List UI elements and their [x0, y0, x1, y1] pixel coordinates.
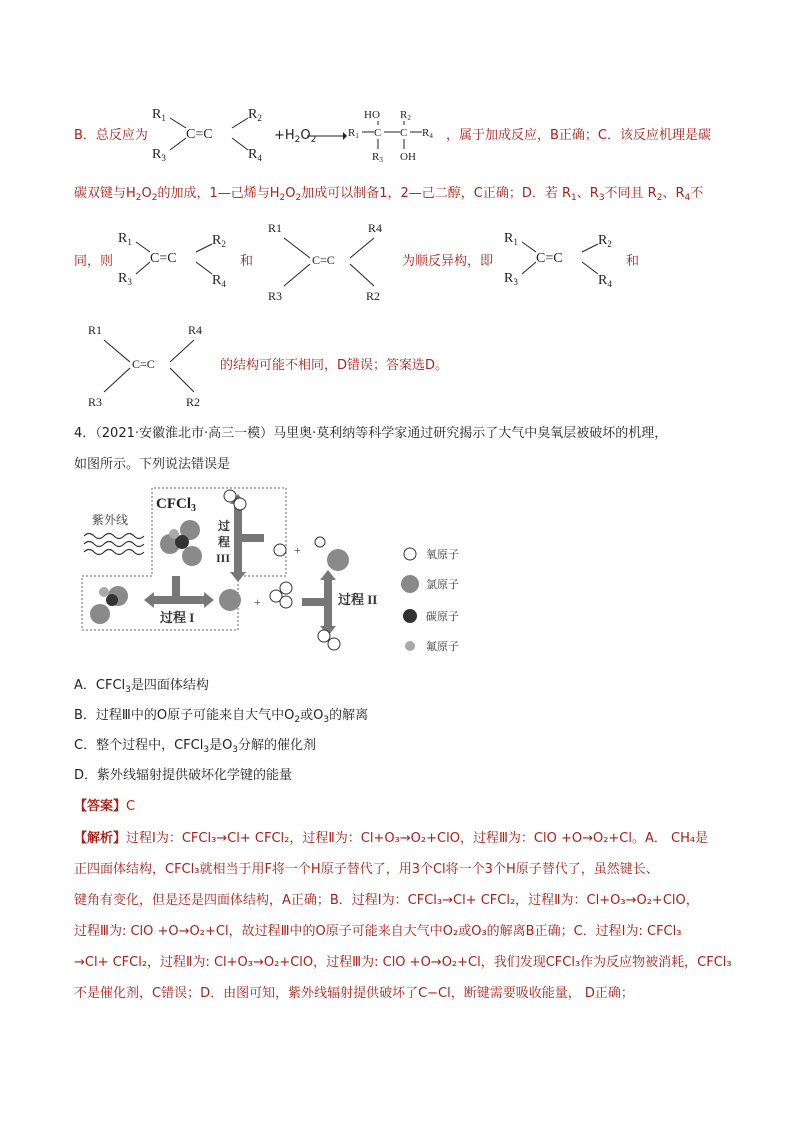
svg-text:R3: R3 — [268, 289, 283, 303]
cfcl2-molecule-icon — [90, 586, 128, 624]
oh-label-2: OH — [400, 151, 416, 163]
label-r2: $R_2$ — [248, 107, 262, 123]
option-d: D．紫外线辐射提供破坏化学键的能量 — [74, 768, 293, 783]
legend — [401, 547, 459, 653]
svg-text:R3: $R_3$ — [118, 271, 132, 287]
svg-text:III: III — [216, 551, 231, 565]
legend-chlorine: 氯原子 — [426, 579, 459, 591]
ozone-depletion-figure — [80, 484, 480, 654]
uv-label: 紫外线 — [92, 513, 129, 527]
o2-molecule-icon — [224, 490, 246, 510]
process-2-arrow-icon — [302, 570, 336, 636]
label-r4: $R_4$ — [248, 147, 262, 163]
alkene-structure-1 — [150, 104, 280, 166]
explanation-line-4: 的结构可能不相同，D错误；答案选D。 — [220, 358, 449, 373]
diol-structure — [346, 106, 442, 166]
svg-text:R4: $R_4$ — [598, 273, 612, 289]
alkene-structure-4 — [502, 228, 626, 290]
explanation-line-3a: 同，则 — [74, 254, 114, 269]
legend-oxygen: 氧原子 — [426, 549, 459, 561]
svg-text:R4: R4 — [188, 323, 203, 337]
o3-molecule-icon — [270, 582, 292, 608]
svg-text:R2: R2 — [186, 395, 201, 409]
process-1-arrow-icon — [144, 576, 214, 608]
analysis-line-5: →Cl+ CFCl₂，过程Ⅱ为: Cl+O₃→O₂+ClO，过程Ⅲ为: ClO +O→O₂+Cl，我们发现CFCl₃作为反应物被消耗，CFCl₃ — [74, 955, 732, 970]
svg-text:C=C: C=C — [536, 251, 563, 266]
oh-label: HO — [364, 109, 380, 121]
text: B．总反应为 — [74, 128, 148, 143]
alkene-structure-2 — [116, 228, 240, 290]
cfcl3-label: CFCl$_3$ — [156, 496, 196, 514]
label-r1: $R_1$ — [152, 107, 166, 123]
svg-text:+: + — [294, 543, 301, 557]
label-r3: $R_3$ — [152, 147, 166, 163]
r4-label: R4 — [422, 127, 433, 140]
svg-text:R2: R2 — [366, 289, 381, 303]
reaction-arrow — [307, 131, 347, 141]
process-1-label: 过程 I — [160, 610, 195, 625]
svg-text:R4: R4 — [368, 221, 383, 235]
cc-bond: C=C — [186, 127, 213, 142]
svg-text:R2: $R_2$ — [212, 233, 226, 249]
legend-carbon: 碳原子 — [426, 611, 459, 623]
svg-text:程: 程 — [218, 535, 231, 549]
analysis-line-4: 过程Ⅲ为: ClO +O→O₂+Cl，故过程Ⅲ中的O原子可能来自大气中O₂或O₃的解离B正确；C．过程Ⅰ为: CFCl₃ — [74, 924, 682, 939]
uv-waves-icon — [84, 534, 144, 555]
option-a: A．CFCl$_3$是四面体结构 — [74, 678, 209, 695]
svg-text:R4: $R_4$ — [212, 273, 226, 289]
alkene-structure-5 — [86, 320, 216, 410]
svg-text:C=C: C=C — [132, 357, 155, 371]
option-b-explanation — [74, 126, 148, 146]
svg-text:R1: $R_1$ — [504, 231, 518, 247]
c-label-2: C — [400, 127, 408, 139]
svg-text:C=C: C=C — [312, 253, 335, 267]
option-c: C．整个过程中，CFCl$_3$是$O_3$分解的催化剂 — [74, 738, 317, 755]
alkene-structure-3 — [266, 218, 396, 304]
legend-fluorine: 氟原子 — [426, 641, 459, 653]
question-4-stem-1: 4．（2021·安徽淮北市·高三一模）马里奥·莫利纳等科学家通过研究揭示了大气中臭氧层被破坏的机理， — [74, 426, 668, 441]
analysis-line-6: 不是催化剂，C错误；D．由图可知，紫外线辐射提供破坏了C−Cl，断键需要吸收能量， D正确； — [74, 986, 634, 1001]
svg-text:R3: R3 — [88, 395, 103, 409]
analysis-line-3: 键角有变化，但是还是四面体结构，A正确；B．过程Ⅰ为：CFCl₃→Cl+ CFCl₂，过程Ⅱ为：Cl+O₃→O₂+ClO， — [74, 893, 699, 908]
process-2-label: 过程 II — [338, 592, 378, 607]
svg-text:过: 过 — [218, 519, 231, 533]
r1-label: R1 — [348, 127, 359, 140]
question-4-stem-2: 如图所示。下列说法错误是 — [74, 457, 231, 472]
explanation-line-2: 碳双键与$H_2O_2$的加成，1—己烯与$H_2O_2$加成可以制备1，2—己二醇，C正确；D．若 $R_1$、$R_3$不同且 $R_2$、$R_4$不 — [74, 186, 704, 203]
svg-text:R1: $R_1$ — [118, 231, 132, 247]
explanation-line-3b: 和 — [240, 254, 254, 269]
r2-label: R2 — [400, 109, 411, 122]
c-label: C — [374, 127, 382, 139]
svg-text:+: + — [254, 595, 261, 609]
explanation-line-3d: 和 — [626, 254, 640, 269]
explanation-line-3c: 为顺反异构，即 — [402, 254, 494, 269]
svg-text:R3: $R_3$ — [504, 271, 518, 287]
svg-text:R2: $R_2$ — [598, 233, 612, 249]
analysis-line-2: 正四面体结构，CFCl₃就相当于用F将一个H原子替代了，用3个Cl将一个3个H原子替代了，虽然键长、 — [74, 862, 659, 877]
r3-label: R3 — [372, 151, 383, 164]
answer: 【答案】C — [74, 799, 136, 814]
option-b: B．过程Ⅲ中的O原子可能来自大气中$O_2$或$O_3$的解离 — [74, 708, 369, 725]
cfcl3-molecule-icon — [160, 520, 202, 566]
svg-text:R1: R1 — [88, 323, 103, 337]
option-b-explanation-suffix: ，属于加成反应，B正确；C．该反应机理是碳 — [446, 128, 711, 143]
analysis-line-1: 【解析】过程Ⅰ为：CFCl₃→Cl+ CFCl₂，过程Ⅱ为：Cl+O₃→O₂+ClO，过程Ⅲ为：ClO +O→O₂+Cl。A． CH₄是 — [74, 831, 709, 846]
svg-text:R1: R1 — [268, 221, 283, 235]
h2o2-reagent: $+H_2O_2$ — [274, 128, 317, 145]
svg-text:C=C: C=C — [150, 251, 177, 266]
